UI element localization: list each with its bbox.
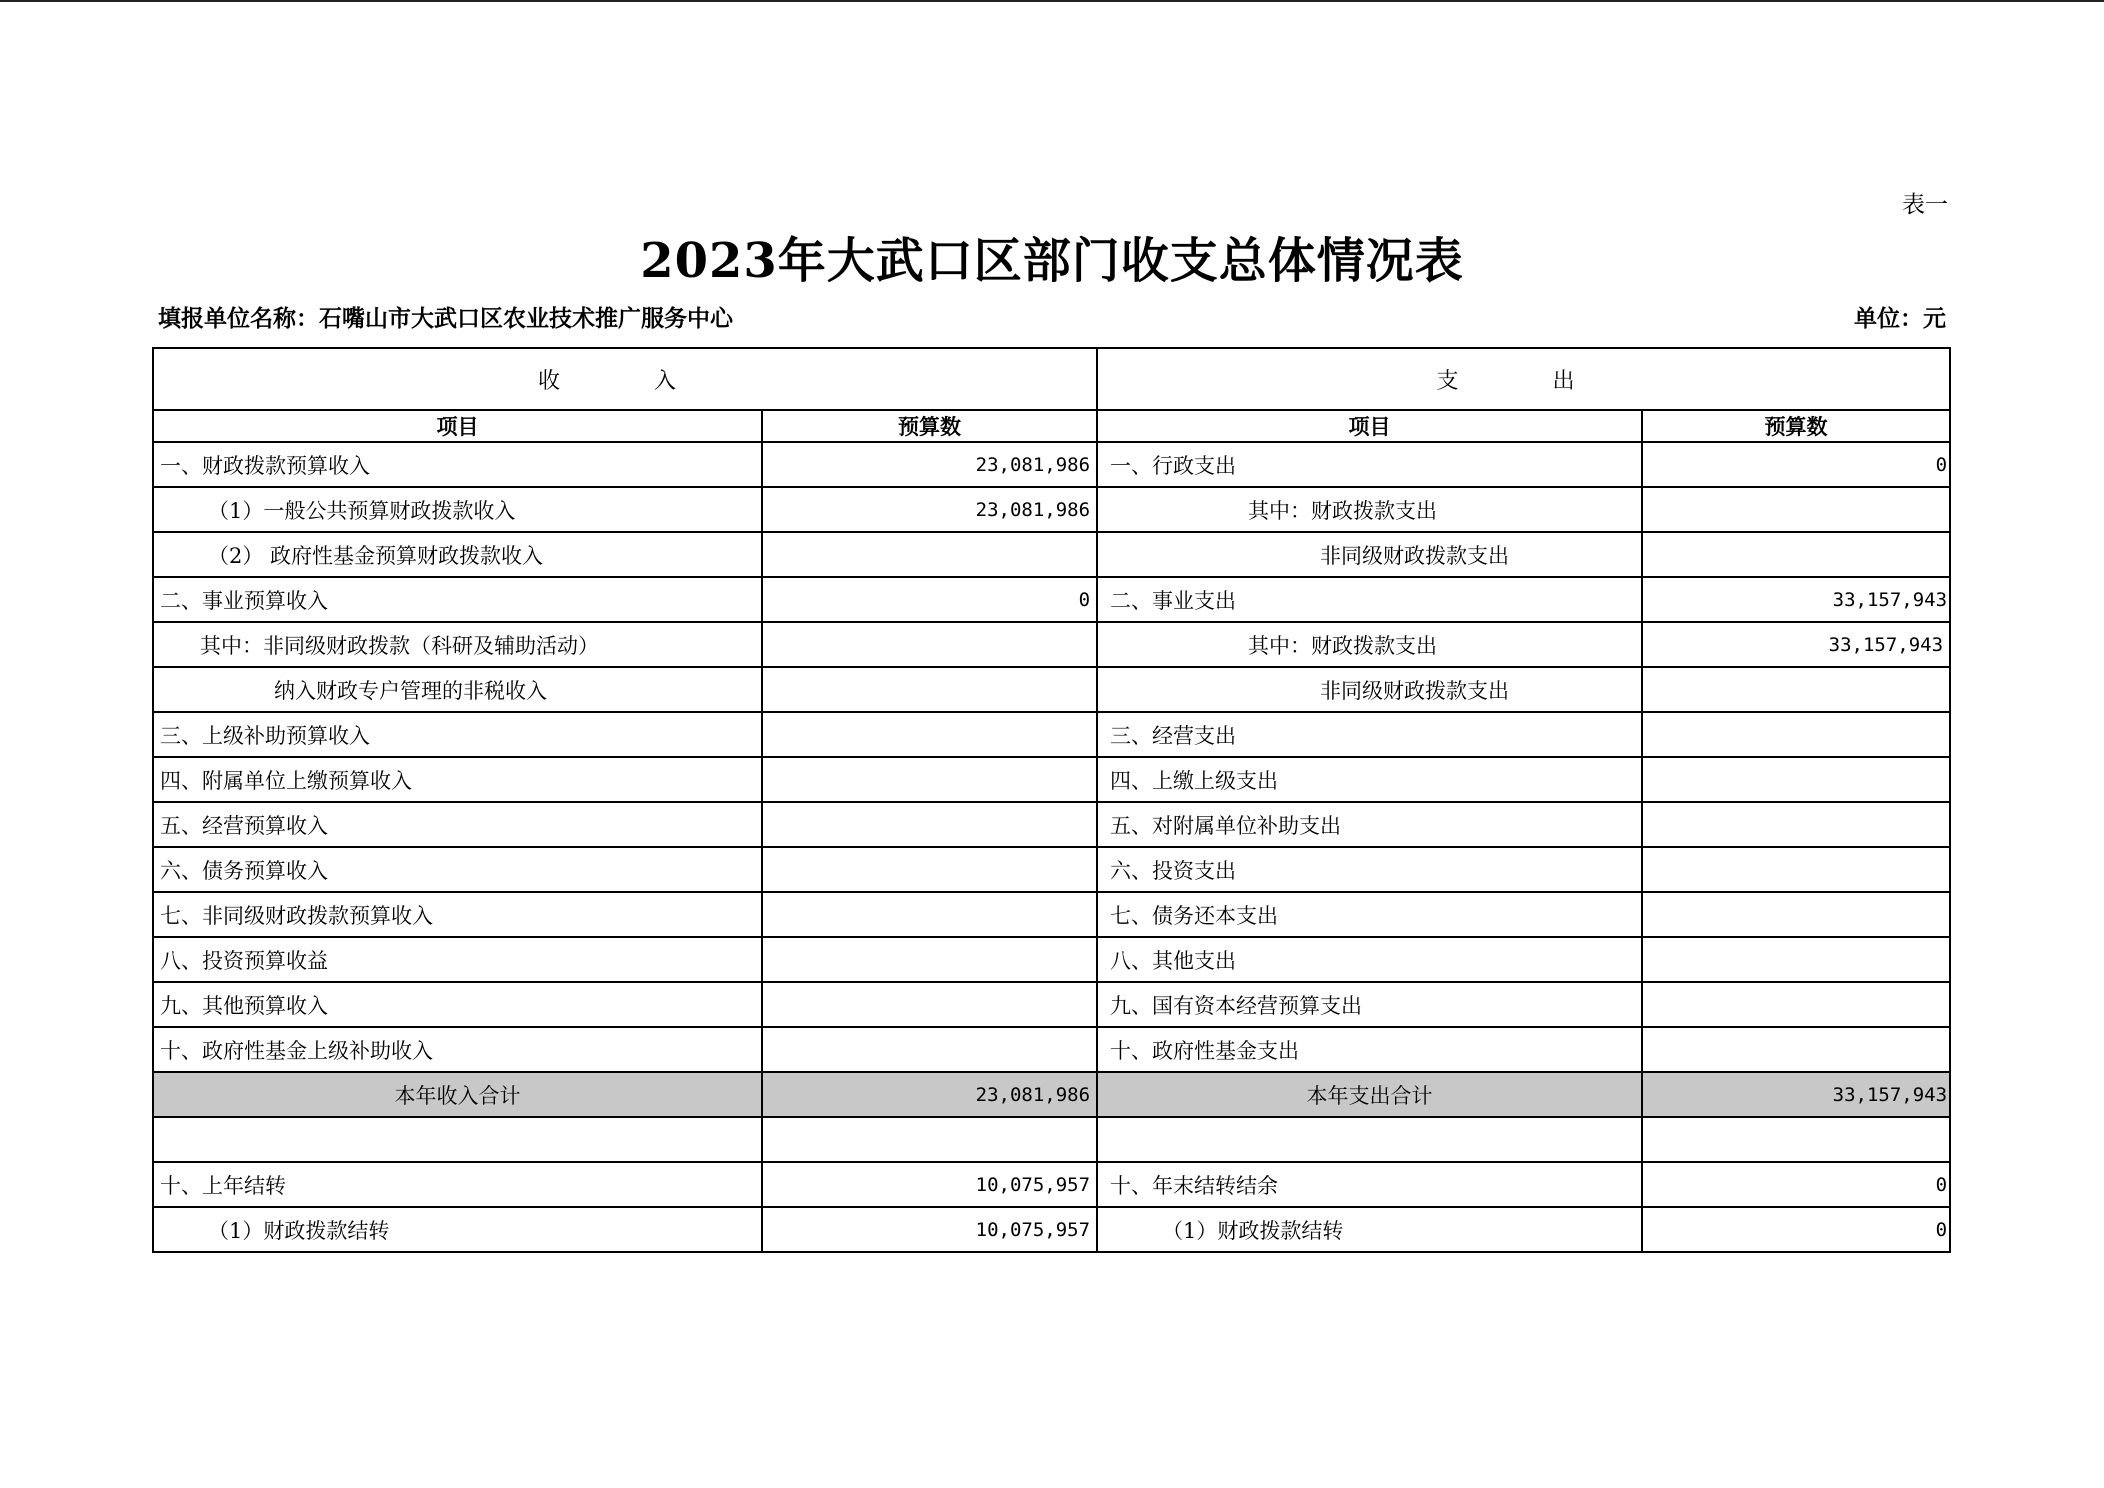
table-row (153, 442, 1950, 487)
income-value: 10,075,957 (762, 1207, 1097, 1252)
expense-section-title: 支 出 (1097, 348, 1950, 410)
page-title: 2023年大武口区部门收支总体情况表 (640, 233, 1464, 289)
income-item: （1）财政拨款结转 (153, 1207, 762, 1252)
expense-value: 0 (1642, 1162, 1950, 1207)
table-row (153, 1162, 1950, 1207)
expense-item: 十、政府性基金支出 (1097, 1027, 1642, 1072)
expense-item: 十、年末结转结余 (1097, 1162, 1642, 1207)
income-value (762, 802, 1097, 847)
income-value (762, 622, 1097, 667)
expense-item: 非同级财政拨款支出 (1097, 667, 1642, 712)
table-row (153, 802, 1950, 847)
table-row (153, 847, 1950, 892)
expense-value (1642, 667, 1950, 712)
expense-item: 九、国有资本经营预算支出 (1097, 982, 1642, 1027)
budget-table (152, 347, 1951, 1253)
expense-value: 33,157,943 (1642, 577, 1950, 622)
income-item-header: 项目 (153, 410, 762, 442)
table-number: 表一 (1902, 192, 1948, 218)
expense-item: 八、其他支出 (1097, 937, 1642, 982)
table-row (153, 757, 1950, 802)
income-value (762, 982, 1097, 1027)
income-item: （2） 政府性基金预算财政拨款收入 (153, 532, 762, 577)
income-total-value: 23,081,986 (762, 1072, 1097, 1117)
expense-budget-header: 预算数 (1642, 410, 1950, 442)
table-row (153, 937, 1950, 982)
expense-value (1642, 487, 1950, 532)
income-value (762, 712, 1097, 757)
reporting-unit-name: 填报单位名称：石嘴山市大武口区农业技术推广服务中心 (158, 305, 733, 332)
income-value (762, 667, 1097, 712)
section-header-row (153, 348, 1950, 410)
expense-item-header: 项目 (1097, 410, 1642, 442)
expense-value (1642, 712, 1950, 757)
income-item: 六、债务预算收入 (153, 847, 762, 892)
expense-value (1642, 802, 1950, 847)
expense-value: 0 (1642, 442, 1950, 487)
table-row (153, 712, 1950, 757)
expense-value (1642, 532, 1950, 577)
expense-item: 七、债务还本支出 (1097, 892, 1642, 937)
expense-item: 二、事业支出 (1097, 577, 1642, 622)
income-item: 纳入财政专户管理的非税收入 (153, 667, 762, 712)
income-item: 十、上年结转 (153, 1162, 762, 1207)
expense-item: 五、对附属单位补助支出 (1097, 802, 1642, 847)
income-item: 七、非同级财政拨款预算收入 (153, 892, 762, 937)
table-row (153, 892, 1950, 937)
income-item: （1）一般公共预算财政拨款收入 (153, 487, 762, 532)
expense-item: （1）财政拨款结转 (1097, 1207, 1642, 1252)
blank-row (153, 1117, 1950, 1162)
expense-value: 0 (1642, 1207, 1950, 1252)
table-row (153, 577, 1950, 622)
income-value (762, 532, 1097, 577)
expense-item: 其中：财政拨款支出 (1097, 622, 1642, 667)
expense-value (1642, 892, 1950, 937)
expense-item: 一、行政支出 (1097, 442, 1642, 487)
expense-item: 三、经营支出 (1097, 712, 1642, 757)
expense-total-value: 33,157,943 (1642, 1072, 1950, 1117)
total-row (153, 1072, 1950, 1117)
income-value (762, 892, 1097, 937)
table-row (153, 487, 1950, 532)
table-row (153, 1027, 1950, 1072)
income-item: 八、投资预算收益 (153, 937, 762, 982)
income-item: 三、上级补助预算收入 (153, 712, 762, 757)
expense-value (1642, 847, 1950, 892)
expense-item: 六、投资支出 (1097, 847, 1642, 892)
income-item: 二、事业预算收入 (153, 577, 762, 622)
unit-line (158, 300, 1946, 334)
expense-value (1642, 982, 1950, 1027)
table-row (153, 667, 1950, 712)
income-value (762, 1027, 1097, 1072)
expense-total-label: 本年支出合计 (1097, 1072, 1642, 1117)
expense-item: 非同级财政拨款支出 (1097, 532, 1642, 577)
income-item: 一、财政拨款预算收入 (153, 442, 762, 487)
income-value (762, 847, 1097, 892)
income-item: 五、经营预算收入 (153, 802, 762, 847)
income-value (762, 937, 1097, 982)
column-header-row (153, 410, 1950, 442)
page-top-border (0, 0, 2104, 2)
income-item: 四、附属单位上缴预算收入 (153, 757, 762, 802)
expense-item: 其中：财政拨款支出 (1097, 487, 1642, 532)
currency-unit: 单位：元 (1854, 305, 1946, 332)
income-value (762, 757, 1097, 802)
table-row (153, 532, 1950, 577)
expense-item: 四、上缴上级支出 (1097, 757, 1642, 802)
expense-value (1642, 937, 1950, 982)
income-value: 23,081,986 (762, 487, 1097, 532)
income-budget-header: 预算数 (762, 410, 1097, 442)
income-item: 其中：非同级财政拨款（科研及辅助活动） (153, 622, 762, 667)
expense-value (1642, 1027, 1950, 1072)
table-row (153, 1207, 1950, 1252)
income-value: 10,075,957 (762, 1162, 1097, 1207)
income-value: 0 (762, 577, 1097, 622)
table-row (153, 982, 1950, 1027)
income-item: 十、政府性基金上级补助收入 (153, 1027, 762, 1072)
income-total-label: 本年收入合计 (153, 1072, 762, 1117)
table-row (153, 622, 1950, 667)
income-item: 九、其他预算收入 (153, 982, 762, 1027)
expense-value (1642, 757, 1950, 802)
expense-value: 33,157,943 (1642, 622, 1950, 667)
income-section-title: 收 入 (153, 348, 1097, 410)
income-value: 23,081,986 (762, 442, 1097, 487)
